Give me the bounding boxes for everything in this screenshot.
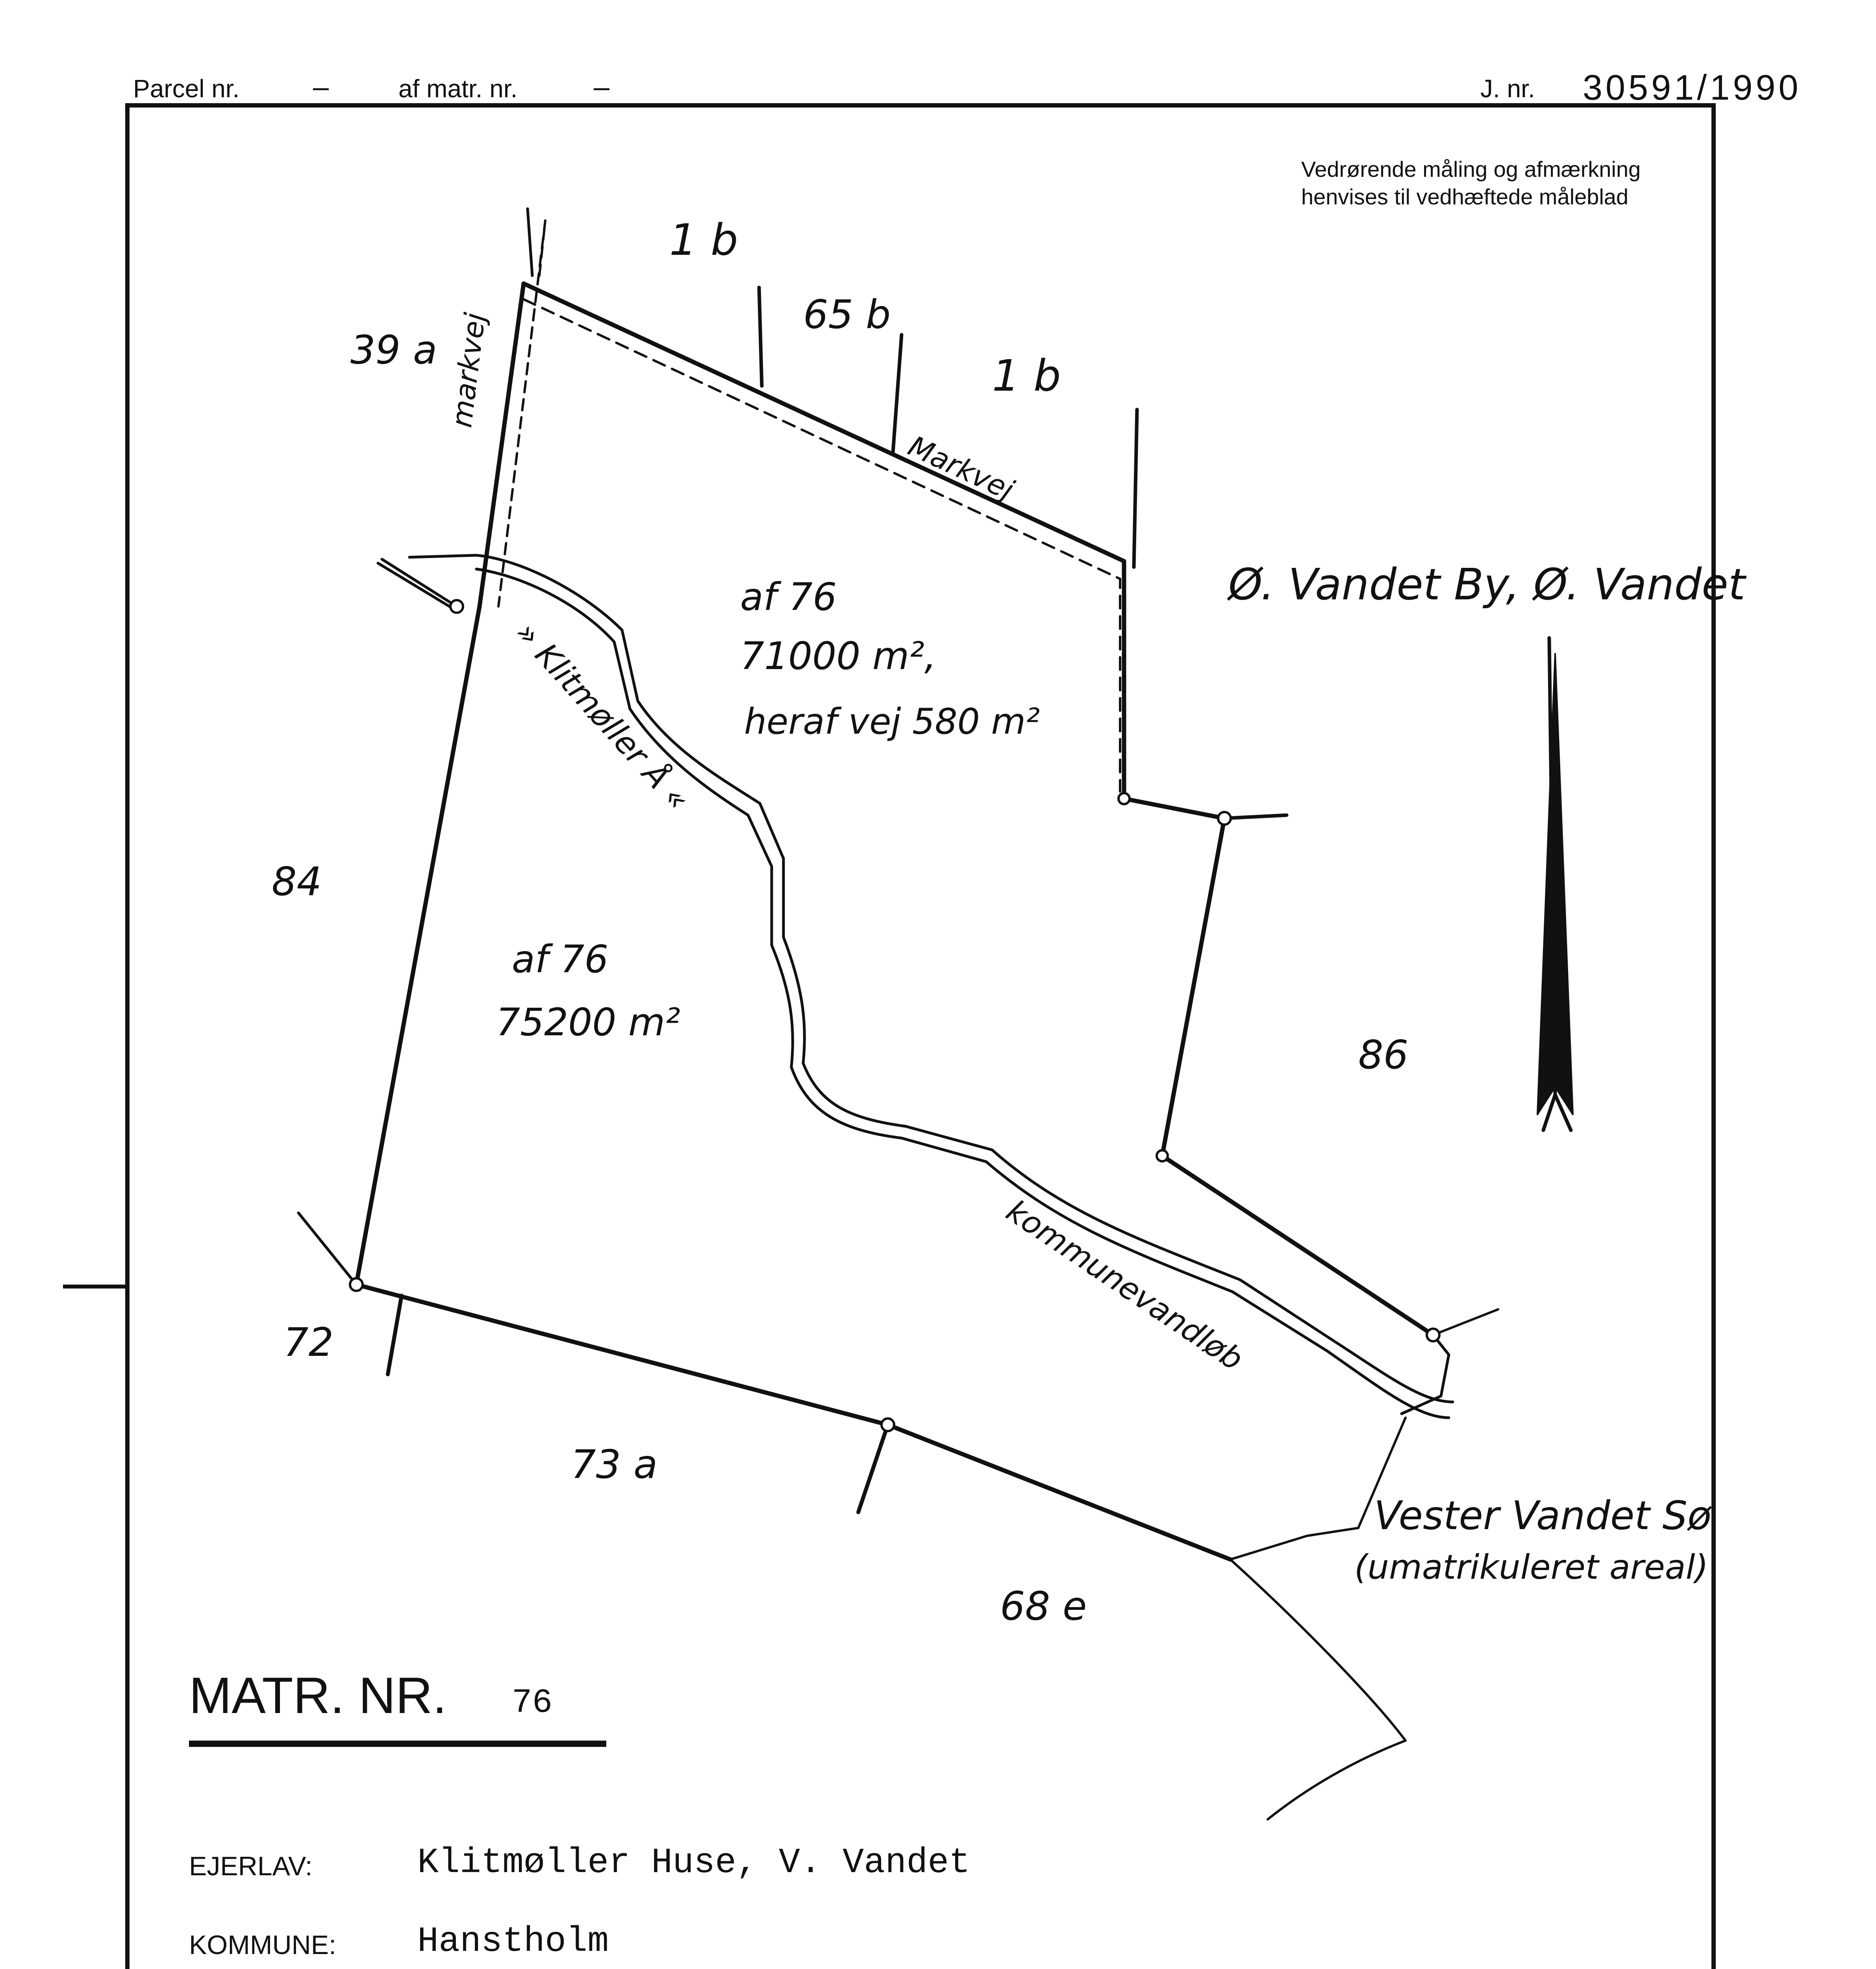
- label-kommunevandlob: kommunevandløb: [1000, 1193, 1250, 1378]
- matr-nr-value: –: [594, 71, 610, 103]
- parcel-boundary: [524, 284, 1433, 1335]
- label-72: 72: [283, 1319, 334, 1365]
- journal-nr-value: 30591/1990: [1583, 68, 1802, 108]
- parcel-boundary-west: [356, 284, 1230, 1559]
- label-39a: 39 a: [350, 327, 437, 373]
- label-68e: 68 e: [1000, 1583, 1087, 1629]
- matr-nr-number: 76: [512, 1683, 553, 1722]
- note-line-1: Vedrørende måling og afmærkning: [1301, 157, 1641, 182]
- label-1b-top: 1 b: [669, 215, 738, 265]
- label-vandet-by: Ø. Vandet By, Ø. Vandet: [1228, 559, 1745, 610]
- matr-nr-label: af matr. nr.: [398, 74, 518, 103]
- parcel-nr-label: Parcel nr.: [133, 74, 240, 103]
- parcel-nr-value: –: [313, 71, 329, 103]
- label-markvej-west: markvej: [445, 311, 492, 430]
- journal-nr-label: J. nr.: [1480, 74, 1535, 103]
- label-73a: 73 a: [571, 1441, 658, 1487]
- label-heraf-vej: heraf vej 580 m²: [744, 701, 1040, 742]
- matr-nr-heading: MATR. NR.: [189, 1667, 447, 1724]
- label-umatrikuleret: (umatrikuleret areal): [1354, 1548, 1709, 1587]
- matr-underline: [189, 1741, 606, 1747]
- ejerlav-value: Klitmøller Huse, V. Vandet: [417, 1843, 970, 1883]
- label-vester-vandet: Vester Vandet Sø: [1374, 1493, 1712, 1539]
- label-1b-right: 1 b: [992, 350, 1061, 401]
- label-65b: 65 b: [803, 291, 891, 337]
- label-af76-lower: af 76: [512, 937, 609, 981]
- ejerlav-label: EJERLAV:: [189, 1851, 313, 1881]
- label-area-lower: 75200 m²: [496, 1000, 680, 1044]
- label-markvej-north: Markvej: [903, 429, 1019, 507]
- kommune-value: Hanstholm: [417, 1922, 609, 1962]
- kommune-label: KOMMUNE:: [189, 1930, 336, 1960]
- note-line-2: henvises til vedhæftede måleblad: [1301, 184, 1629, 209]
- label-86: 86: [1358, 1032, 1409, 1078]
- label-area-upper: 71000 m²,: [740, 634, 937, 678]
- label-af76-upper: af 76: [740, 575, 837, 619]
- label-klitmoller-a: » Klitmøller Å «: [508, 614, 697, 818]
- label-84: 84: [272, 858, 322, 905]
